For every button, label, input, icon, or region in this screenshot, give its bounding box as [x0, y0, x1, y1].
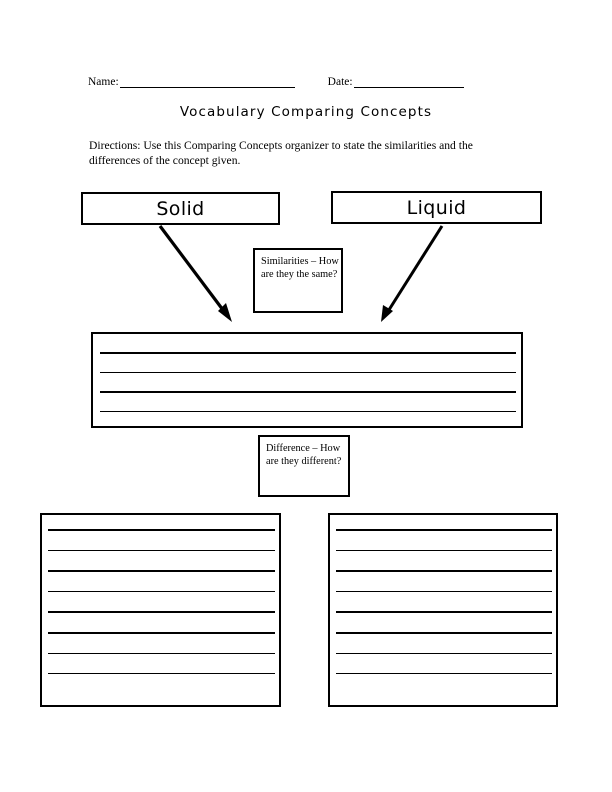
writing-line [336, 632, 552, 634]
writing-line [100, 411, 516, 413]
writing-line [100, 391, 516, 393]
concept-box-left[interactable] [81, 192, 280, 225]
writing-line [100, 372, 516, 374]
page-title: Vocabulary Comparing Concepts [179, 104, 433, 120]
arrow-right-to-similarities [381, 226, 442, 322]
prompt-text-difference: Difference – How are they different? [266, 443, 342, 468]
writing-line [336, 611, 552, 613]
concept-box-right[interactable] [331, 191, 542, 224]
writing-area-left[interactable] [40, 513, 281, 707]
prompt-box-difference [258, 435, 350, 497]
writing-line [100, 352, 516, 354]
writing-line [336, 570, 552, 572]
writing-line [48, 653, 275, 654]
prompt-text-similarities: Similarities – How are they the same? [261, 256, 339, 281]
writing-line [336, 591, 552, 593]
date-input-line[interactable] [354, 75, 464, 88]
concept-label-right: Liquid [406, 196, 467, 219]
prompt-box-similarities [253, 248, 343, 313]
writing-area-right[interactable] [328, 513, 558, 707]
name-label: Name: [88, 76, 119, 88]
writing-line [336, 550, 552, 552]
directions-text: Directions: Use this Comparing Concepts organizer to state the similarities and the differences of the concept given. [89, 139, 473, 167]
writing-area-similarities[interactable] [91, 332, 523, 428]
name-input-line[interactable] [120, 75, 295, 88]
writing-line [336, 673, 552, 674]
writing-line [336, 653, 552, 654]
writing-line [48, 632, 275, 634]
writing-line [48, 611, 275, 613]
writing-line [48, 529, 275, 531]
student-info-row [88, 68, 528, 88]
arrow-left-to-similarities [160, 226, 232, 322]
writing-line [48, 591, 275, 593]
concept-label-left: Solid [156, 197, 205, 220]
writing-line [48, 570, 275, 572]
date-label: Date: [327, 76, 353, 88]
writing-line [336, 529, 552, 531]
writing-line [48, 550, 275, 552]
writing-line [48, 673, 275, 674]
